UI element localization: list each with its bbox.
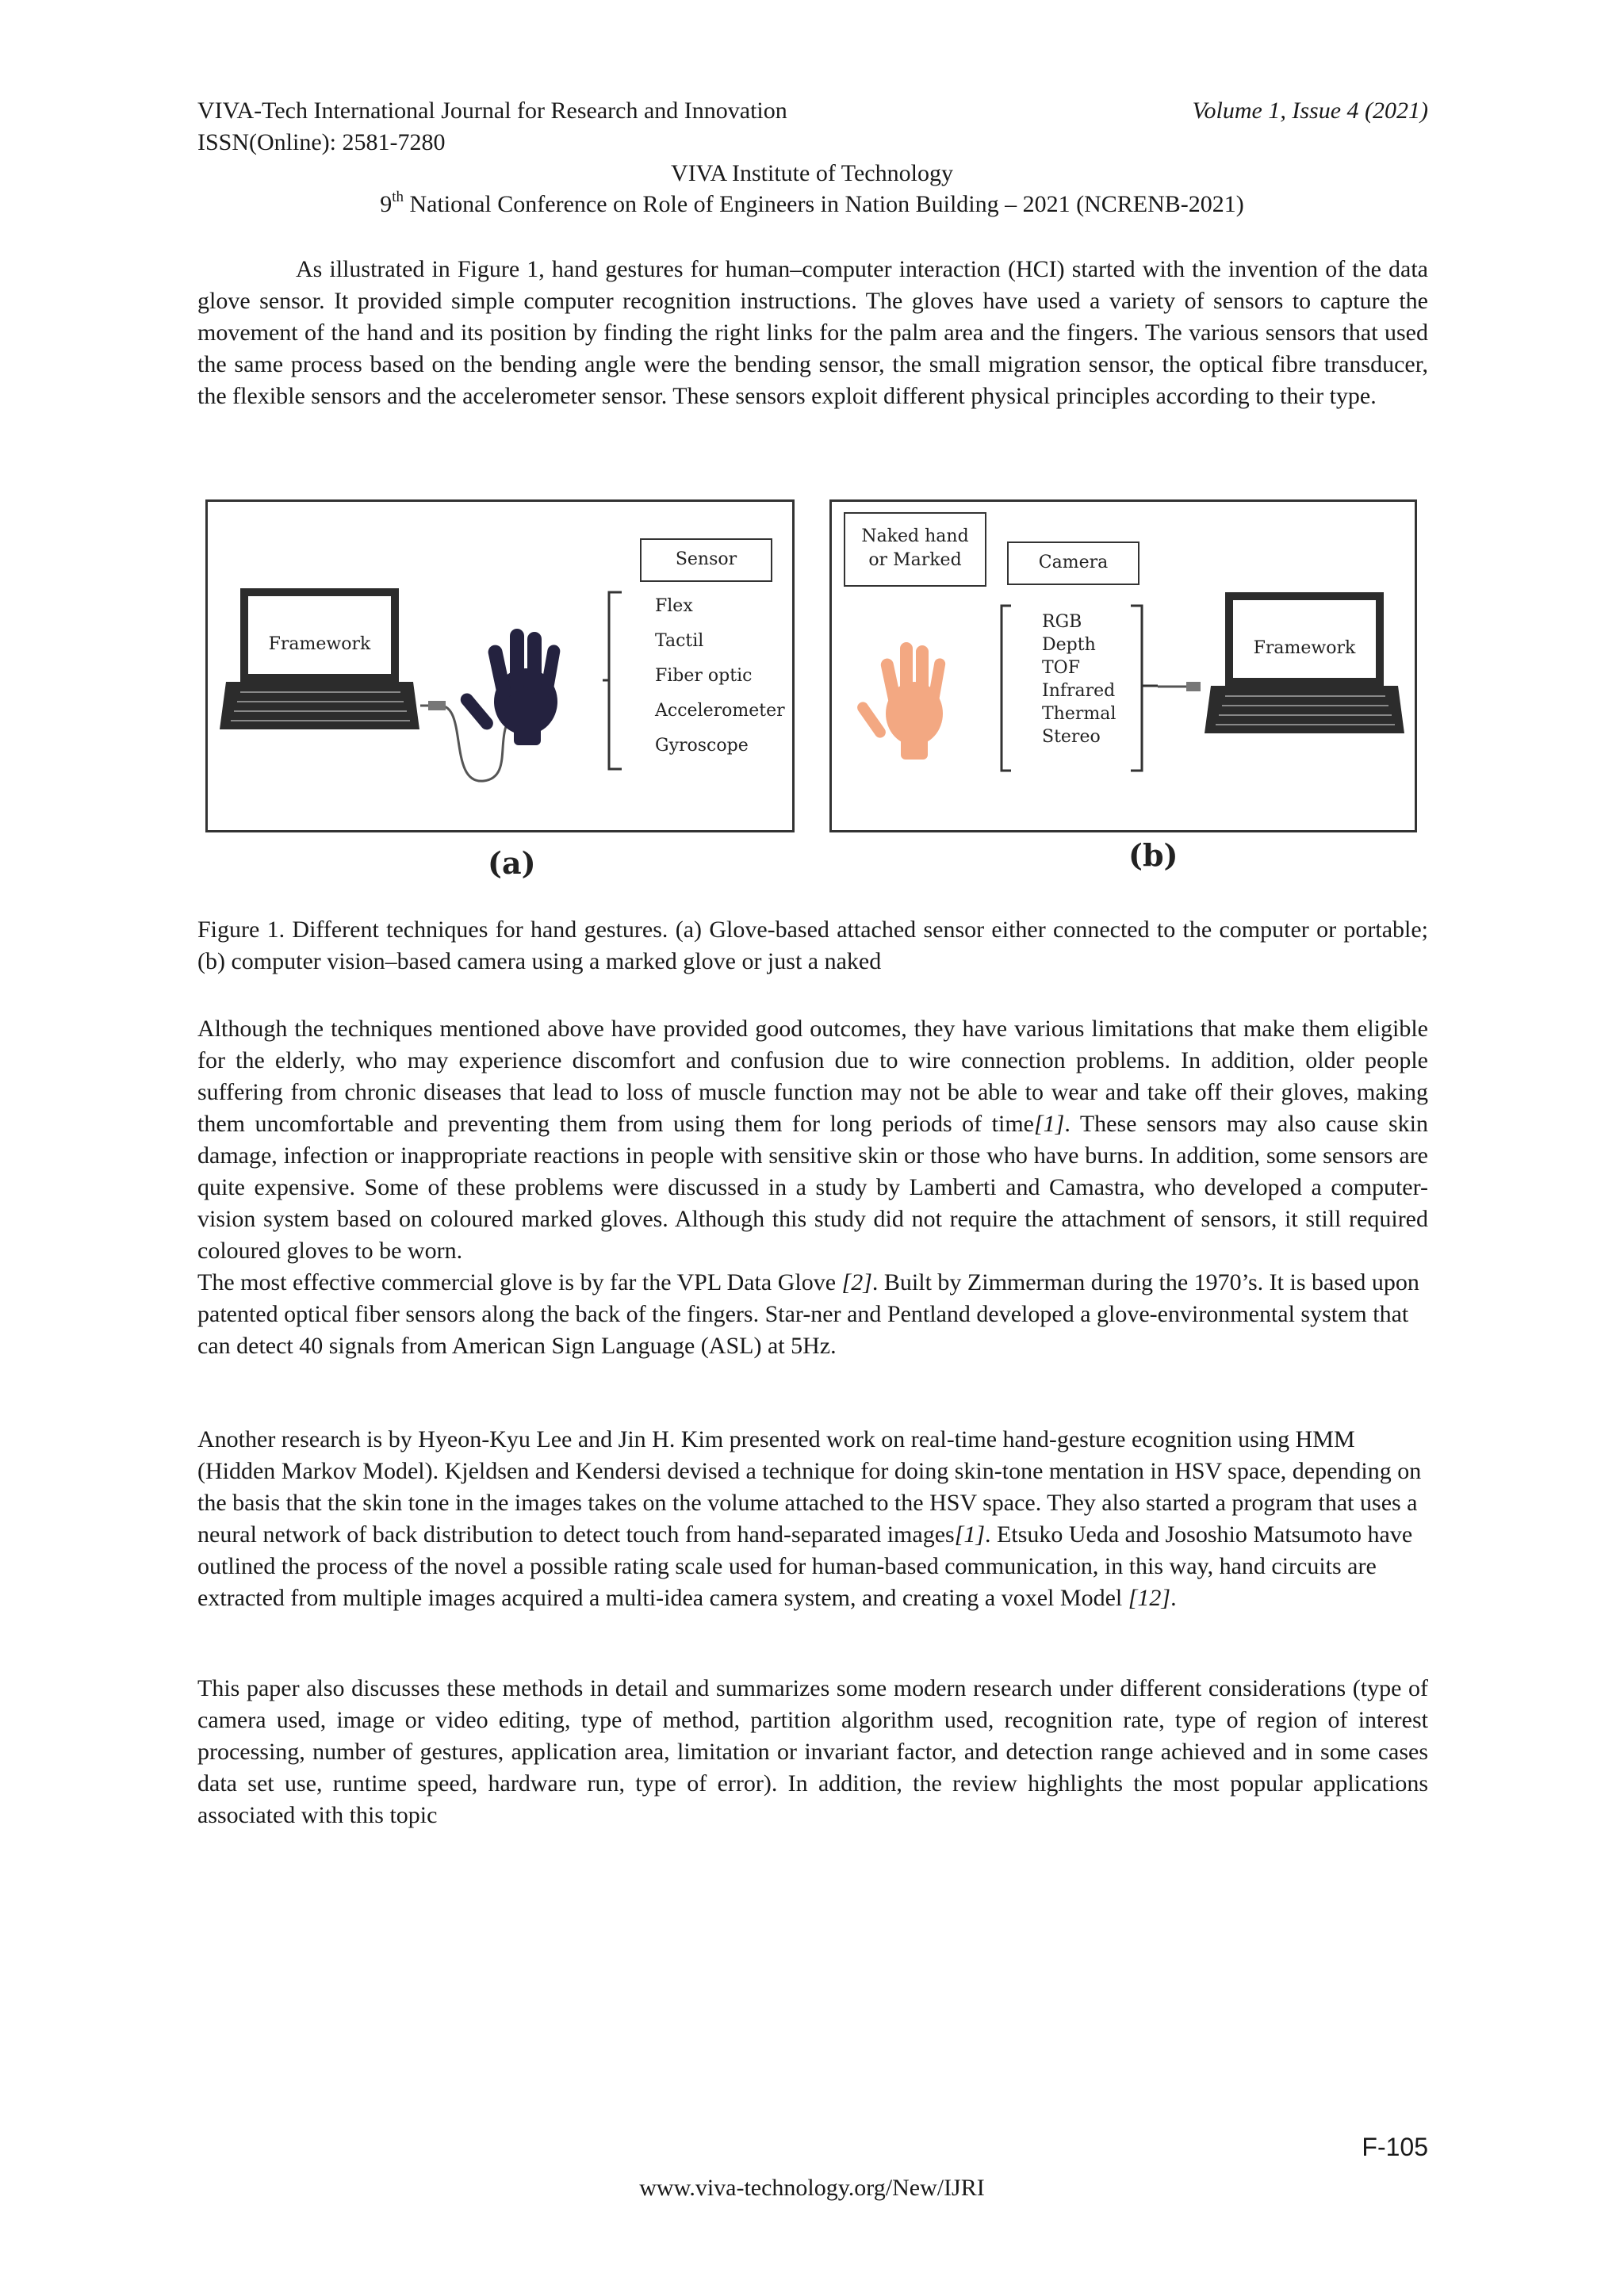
vpl-text-1: The most effective commercial glove is by far the VPL Data Glove <box>197 1269 842 1295</box>
sensor-title-box: Sensor <box>640 538 772 582</box>
naked-hand-icon <box>863 626 966 761</box>
body-section <box>197 1013 1428 1362</box>
laptop-icon <box>224 587 423 737</box>
summary-section <box>197 1673 1428 1831</box>
conference-ordinal: 9 <box>380 191 393 217</box>
paragraph-limitations <box>197 1013 1428 1267</box>
camera-list <box>1042 610 1116 748</box>
limitations-text-2: . These sensors may also cause skin damage, infection or inappropriate reactions in people with sensitive skin or those who have burns. In addition, some sensors are quite expensive. Some of these problems were discussed in a study by Lamberti and Camastra, who developed a computer-vision system based on coloured marked gloves. Although this study did not require the attachment of sensors, it still required coloured gloves to be worn. <box>197 1111 1428 1264</box>
camera-item: Thermal <box>1042 704 1116 724</box>
naked-hand-box <box>844 512 986 587</box>
citation: [12] <box>1128 1585 1171 1611</box>
conference-title: National Conference on Role of Engineers in Nation Building – 2021 (NCRENB-2021) <box>403 191 1244 217</box>
issn: ISSN(Online): 2581-7280 <box>197 129 446 155</box>
laptop-icon <box>1209 591 1408 741</box>
page-number: F-105 <box>1362 2133 1428 2161</box>
citation: [2] <box>841 1269 872 1295</box>
naked-hand-line1: Naked hand <box>861 526 969 546</box>
conference-ordinal-suffix: th <box>392 189 404 205</box>
intro-section <box>197 254 1428 412</box>
research-text-1: Another research is by Hyeon-Kyu Lee and Jin H. Kim presented work on real-time hand-gesture ecognition using HMM (Hidden Markov Model). Kjeldsen and Kendersi devised a technique for doing skin-tone mentation in HSV space, depending on the basis that the skin tone in the images takes on the volume attached to the HSV space. They also started a program that uses a neural network of back distribution to detect touch from hand-separated images <box>197 1426 1422 1548</box>
naked-hand-line2: or Marked <box>868 550 962 570</box>
caption-text: Figure 1. Different techniques for hand gestures. (a) Glove-based attached sensor either connected to the computer or portable; (b) computer vision–based camera using a marked glove or just a naked <box>197 916 1428 974</box>
sensor-item: Flex <box>655 596 693 616</box>
institute-name: VIVA Institute of Technology <box>671 160 953 186</box>
framework-label-a: Framework <box>268 634 371 654</box>
sensor-item: Gyroscope <box>655 736 749 756</box>
sensor-item: Fiber optic <box>655 666 753 686</box>
figure-label-a: (a) <box>488 845 536 881</box>
volume-issue: Volume 1, Issue 4 (2021) <box>1192 98 1428 124</box>
sensor-item: Tactil <box>655 631 704 651</box>
vpl-text-2: . Built by Zimmerman during the 1970’s. It is based upon patented optical fiber sensors along the back of the fingers. Star-ner and Pentland developed a glove-environmental system that can detect 40 signals from American Sign Language (ASL) at 5Hz. <box>197 1269 1419 1359</box>
research-text-2: . Etsuko Ueda and Jososhio Matsumoto have outlined the process of the novel a possible rating scale used for human-based communication, in this way, hand circuits are extracted from multiple images acquired a multi-idea camera system, and creating a voxel Model <box>197 1521 1413 1611</box>
citation: [1] <box>954 1521 986 1548</box>
limitations-text-1: Although the techniques mentioned above have provided good outcomes, they have various limitations that make them eligible for the elderly, who may experience discomfort and confusion due to wire connection problems. In addition, older people suffering from chronic diseases that lead to loss of muscle function may not be able to wear and take off their gloves, making them uncomfortable and preventing them from using them for long periods of time <box>197 1016 1428 1137</box>
camera-item: Infrared <box>1042 681 1116 701</box>
camera-item: Depth <box>1042 635 1096 655</box>
research-text-3: . <box>1170 1585 1177 1611</box>
paragraph-summary: This paper also discusses these methods in detail and summarizes some modern research under different considerations (type of camera used, image or video editing, type of method, partition algorithm used, recognition rate, type of region of interest processing, number of gestures, application area, limitation or invariant factor, and detection range achieved and in some cases data set use, runtime speed, hardware run, type of error). In addition, the review highlights the most popular applications associated with this topic <box>197 1675 1428 1828</box>
framework-label-b: Framework <box>1253 638 1356 658</box>
bracket-a <box>603 591 626 773</box>
conference-name <box>0 189 1624 220</box>
camera-item: Stereo <box>1042 727 1101 747</box>
citation: [1] <box>1034 1111 1065 1137</box>
camera-item: RGB <box>1042 612 1082 632</box>
footer-url[interactable]: www.viva-technology.org/New/IJRI <box>639 2175 985 2201</box>
sensor-item: Accelerometer <box>655 701 785 721</box>
camera-title-box: Camera <box>1007 541 1139 585</box>
journal-title: VIVA-Tech International Journal for Research and Innovation <box>197 98 787 124</box>
paragraph-vpl <box>197 1267 1428 1362</box>
research-section <box>197 1424 1428 1614</box>
figure-label-b: (b) <box>1128 837 1178 873</box>
glove-hand-icon <box>470 614 581 745</box>
paragraph-research <box>197 1424 1428 1614</box>
figure-caption <box>197 914 1428 978</box>
intro-paragraph: As illustrated in Figure 1, hand gestures for human–computer interaction (HCI) started with the invention of the data glove sensor. It provided simple computer recognition instructions. The gloves have used a variety of sensors to capture the movement of the hand and its position by finding the right links for the palm area and the fingers. The various sensors that used the same process based on the bending angle were the bending sensor, the small migration sensor, the optical fibre transducer, the flexible sensors and the accelerometer sensor. These sensors exploit different physical principles according to their type. <box>197 256 1428 409</box>
camera-item: TOF <box>1042 658 1080 678</box>
sensor-list <box>655 589 785 763</box>
camera-connector <box>1158 680 1205 693</box>
bracket-b-left <box>995 604 1019 775</box>
